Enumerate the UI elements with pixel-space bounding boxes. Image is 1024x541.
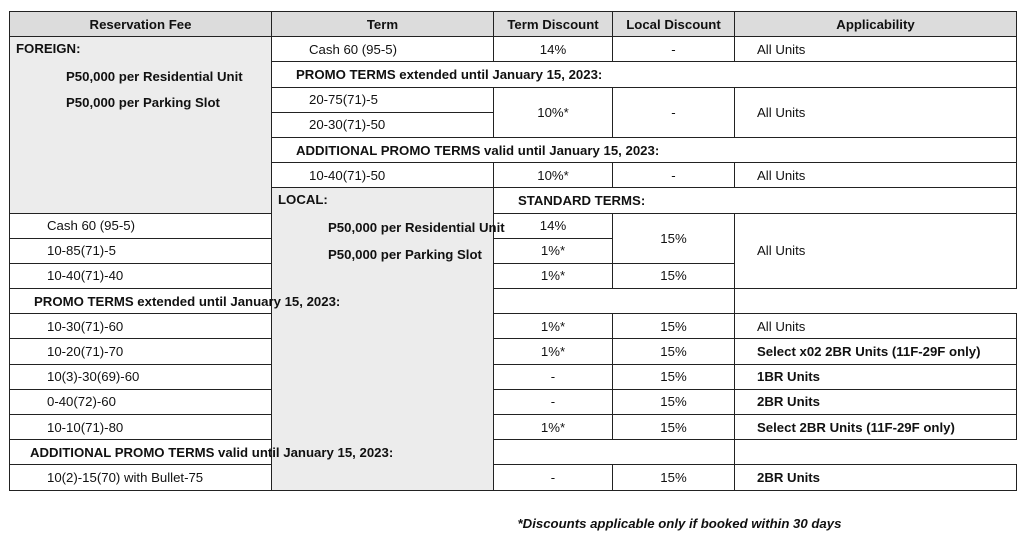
local-discount-cell: 15%	[613, 364, 735, 389]
local-additional-promo-header: ADDITIONAL PROMO TERMS valid until January 15, 2023:	[10, 440, 735, 465]
table-row	[10, 37, 1017, 62]
applicability-cell: 1BR Units	[735, 364, 1017, 389]
term-cell: 10-40(71)-50	[272, 163, 494, 188]
local-standard-header: STANDARD TERMS:	[494, 188, 1017, 213]
header-local-discount: Local Discount	[613, 12, 735, 37]
local-discount-cell: 15%	[613, 213, 735, 263]
local-fee-residential: P50,000 per Residential Unit	[328, 220, 505, 236]
term-discount-cell: 1%*	[494, 415, 613, 440]
header-row	[10, 12, 1017, 37]
term-cell: 10(3)-30(69)-60	[10, 364, 272, 389]
table-row	[10, 465, 1017, 490]
table-row	[10, 213, 1017, 238]
term-discount-cell: -	[494, 364, 613, 389]
table-row	[10, 314, 1017, 339]
term-cell: 10(2)-15(70) with Bullet-75	[10, 465, 272, 490]
footnote: *Discounts applicable only if booked within 30 days	[517, 516, 842, 531]
term-cell: 10-20(71)-70	[10, 339, 272, 364]
reservation-terms-table	[9, 11, 1017, 491]
header-applicability: Applicability	[735, 12, 1017, 37]
term-discount-cell: 1%*	[494, 263, 613, 288]
local-fee-parking: P50,000 per Parking Slot	[328, 246, 482, 262]
term-discount-cell: 1%*	[494, 339, 613, 364]
applicability-cell: All Units	[735, 213, 1017, 289]
header-term: Term	[272, 12, 494, 37]
local-discount-cell: -	[613, 37, 735, 62]
term-discount-cell: 10%*	[494, 87, 613, 137]
term-cell: 0-40(72)-60	[10, 389, 272, 414]
table-row	[10, 415, 1017, 440]
foreign-additional-promo-header: ADDITIONAL PROMO TERMS valid until January 15, 2023:	[272, 137, 1017, 162]
section-header-row	[10, 440, 1017, 465]
local-discount-cell: -	[613, 87, 735, 137]
applicability-cell: Select x02 2BR Units (11F-29F only)	[735, 339, 1017, 364]
applicability-cell: All Units	[735, 37, 1017, 62]
foreign-label: FOREIGN:	[16, 41, 81, 57]
local-discount-cell: 15%	[613, 465, 735, 490]
term-cell: Cash 60 (95-5)	[10, 213, 272, 238]
local-discount-cell: 15%	[613, 339, 735, 364]
foreign-fee-residential: P50,000 per Residential Unit	[66, 69, 243, 85]
table-row	[10, 339, 1017, 364]
local-discount-cell: -	[613, 163, 735, 188]
local-discount-cell: 15%	[613, 389, 735, 414]
applicability-cell: All Units	[735, 87, 1017, 137]
foreign-promo-header: PROMO TERMS extended until January 15, 2023:	[272, 62, 1017, 87]
applicability-cell: All Units	[735, 314, 1017, 339]
applicability-cell: All Units	[735, 163, 1017, 188]
local-label: LOCAL:	[278, 192, 328, 208]
term-cell: 10-40(71)-40	[10, 263, 272, 288]
table-row	[10, 389, 1017, 414]
applicability-cell: 2BR Units	[735, 389, 1017, 414]
header-term-discount: Term Discount	[494, 12, 613, 37]
term-cell: 10-85(71)-5	[10, 238, 272, 263]
local-discount-cell: 15%	[613, 415, 735, 440]
term-cell: Cash 60 (95-5)	[272, 37, 494, 62]
table-row	[10, 364, 1017, 389]
applicability-cell: Select 2BR Units (11F-29F only)	[735, 415, 1017, 440]
term-discount-cell: 14%	[494, 37, 613, 62]
term-discount-cell: -	[494, 465, 613, 490]
applicability-cell: 2BR Units	[735, 465, 1017, 490]
term-cell: 20-75(71)-5	[272, 87, 494, 112]
term-cell: 10-10(71)-80	[10, 415, 272, 440]
term-cell: 10-30(71)-60	[10, 314, 272, 339]
term-discount-cell: 1%*	[494, 238, 613, 263]
term-cell: 20-30(71)-50	[272, 112, 494, 137]
local-discount-cell: 15%	[613, 263, 735, 288]
term-discount-cell: -	[494, 389, 613, 414]
local-promo-header: PROMO TERMS extended until January 15, 2023:	[10, 289, 735, 314]
section-header-row	[10, 289, 1017, 314]
foreign-fee-parking: P50,000 per Parking Slot	[66, 95, 220, 111]
foreign-fee-cell	[10, 37, 272, 213]
header-reservation-fee: Reservation Fee	[10, 12, 272, 37]
term-discount-cell: 10%*	[494, 163, 613, 188]
local-discount-cell: 15%	[613, 314, 735, 339]
term-discount-cell: 14%	[494, 213, 613, 238]
term-discount-cell: 1%*	[494, 314, 613, 339]
